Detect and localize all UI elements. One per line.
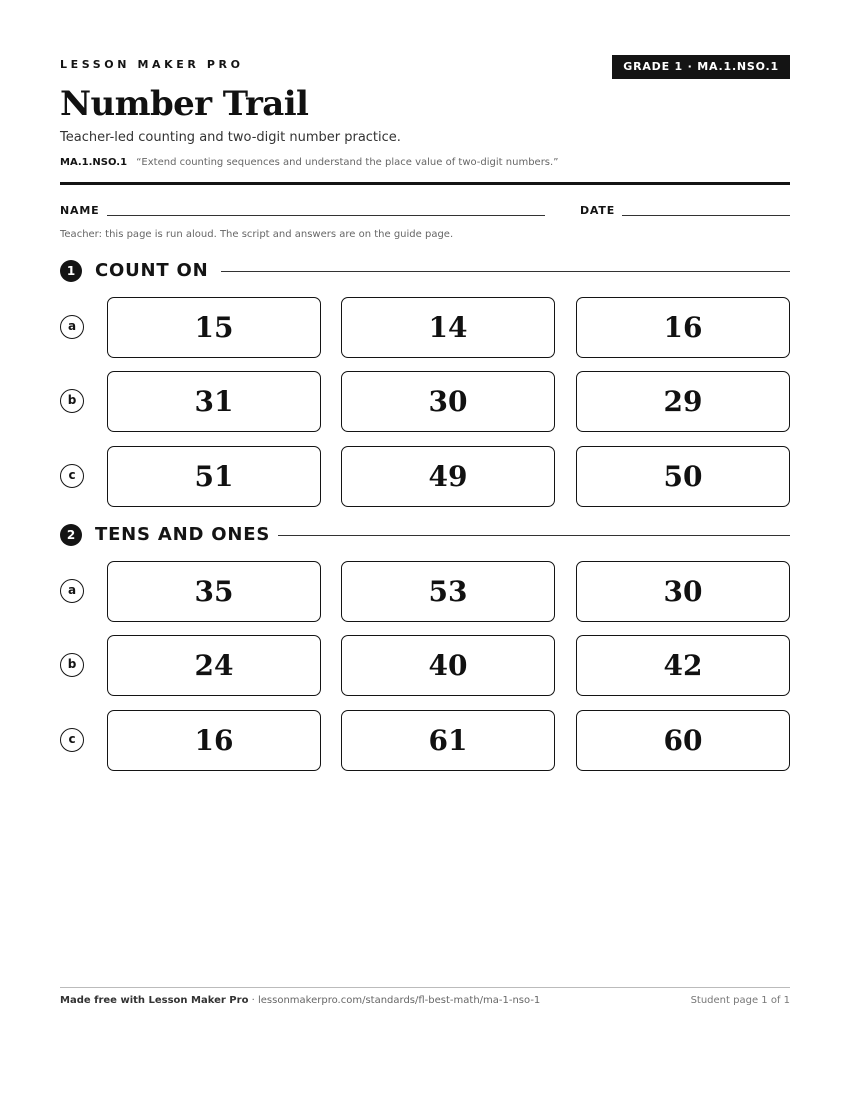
number-box: 31: [107, 371, 321, 432]
row-letter-badge: b: [60, 653, 84, 677]
row-letter-badge: c: [60, 464, 84, 488]
number-box: 61: [341, 710, 555, 771]
problem-row: [60, 446, 790, 508]
name-label: NAME: [60, 204, 100, 217]
worksheet-page: [60, 0, 790, 1100]
problem-row: [60, 297, 790, 359]
row-letter-badge: b: [60, 389, 84, 413]
row-letter-badge: c: [60, 728, 84, 752]
section-header-count-on: [60, 259, 790, 283]
date-field[interactable]: [622, 215, 790, 216]
problem-row: [60, 710, 790, 772]
number-box: 29: [576, 371, 790, 432]
number-box: 16: [576, 297, 790, 358]
page-number: Student page 1 of 1: [690, 995, 790, 1006]
section-title: TENS AND ONES: [95, 524, 271, 545]
number-box: 30: [576, 561, 790, 622]
number-box: 16: [107, 710, 321, 771]
number-box: 42: [576, 635, 790, 696]
number-box: 30: [341, 371, 555, 432]
page-subtitle: Teacher-led counting and two-digit number practice.: [60, 130, 401, 145]
teacher-note: Teacher: this page is run aloud. The script and answers are on the guide page.: [60, 229, 454, 240]
standard-description: “Extend counting sequences and understand the place value of two-digit numbers.”: [136, 157, 559, 168]
section-rule: [221, 271, 790, 272]
standard-line: [60, 157, 558, 168]
row-letter-badge: a: [60, 315, 84, 339]
name-date-row: [60, 204, 790, 220]
number-box: 60: [576, 710, 790, 771]
footer-credit: [60, 995, 540, 1006]
number-box: 15: [107, 297, 321, 358]
section-rule: [278, 535, 790, 536]
row-letter-badge: a: [60, 579, 84, 603]
number-box: 14: [341, 297, 555, 358]
footer-divider: [60, 987, 790, 988]
number-box: 53: [341, 561, 555, 622]
footer-url[interactable]: lessonmakerpro.com/standards/fl-best-math/ma-1-nso-1: [257, 995, 541, 1006]
brand-name: LESSON MAKER PRO: [60, 58, 244, 71]
number-box: 40: [341, 635, 555, 696]
section-header-tens-and-ones: [60, 523, 790, 547]
standard-code: MA.1.NSO.1: [60, 157, 128, 168]
header-divider: [60, 182, 790, 185]
grade-badge: GRADE 1 · MA.1.NSO.1: [612, 55, 790, 79]
footer-separator: ·: [248, 995, 258, 1006]
number-box: 24: [107, 635, 321, 696]
footer-brand: Made free with Lesson Maker Pro: [60, 995, 249, 1006]
problem-row: [60, 561, 790, 623]
number-box: 49: [341, 446, 555, 507]
problem-row: [60, 371, 790, 433]
number-box: 35: [107, 561, 321, 622]
section-number-badge: 2: [60, 524, 82, 546]
problem-row: [60, 635, 790, 697]
page-title: Number Trail: [60, 84, 309, 124]
number-box: 50: [576, 446, 790, 507]
date-label: DATE: [580, 204, 616, 217]
section-title: COUNT ON: [95, 260, 209, 281]
name-field[interactable]: [107, 215, 545, 216]
number-box: 51: [107, 446, 321, 507]
section-number-badge: 1: [60, 260, 82, 282]
